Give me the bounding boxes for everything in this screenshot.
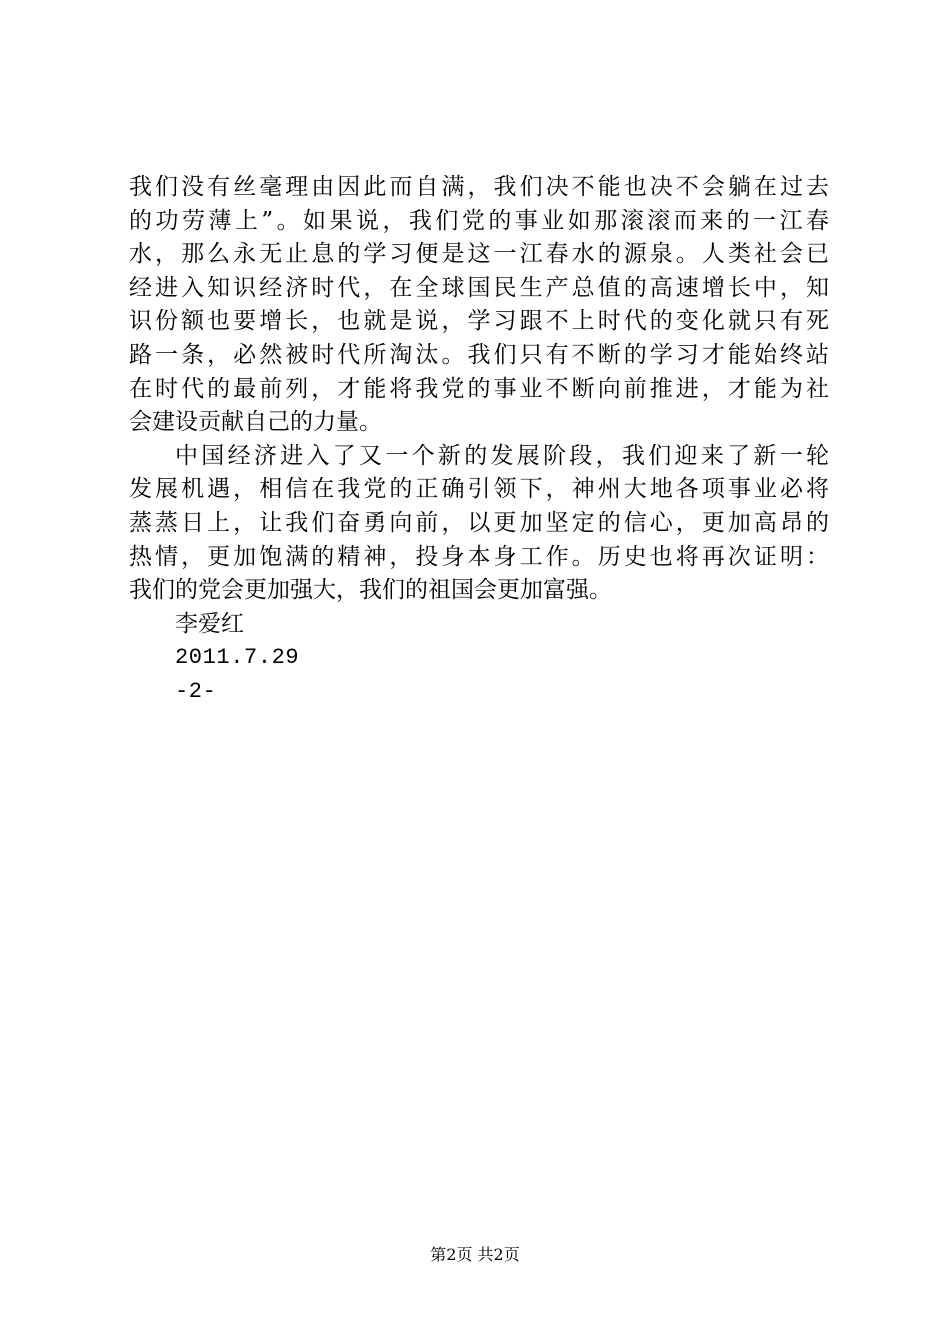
- text-line: 的功劳薄上”。如果说，我们党的事业如那滚滚而来的一江春: [129, 207, 829, 234]
- text-line: 路一条，必然被时代所淘汰。我们只有不断的学习才能始终站: [129, 341, 829, 368]
- text-line: 在时代的最前列，才能将我党的事业不断向前推进，才能为社: [129, 375, 829, 402]
- text-line: 我们没有丝毫理由因此而自满，我们决不能也决不会躺在过去: [129, 174, 829, 200]
- paragraph-1: [129, 171, 829, 440]
- page-marker: -2-: [175, 678, 217, 704]
- signature-date: 2011.7.29: [175, 645, 300, 671]
- text-line: 水，那么永无止息的学习便是这一江春水的源泉。人类社会已: [129, 241, 829, 268]
- text-line: 蒸蒸日上，让我们奋勇向前，以更加坚定的信心，更加高昂的: [129, 509, 829, 536]
- author-name: 李爱红: [175, 610, 244, 637]
- document-body: [129, 171, 829, 709]
- text-line: 识份额也要增长，也就是说，学习跟不上时代的变化就只有死: [129, 308, 829, 335]
- page-number-text: 第2页 共2页: [430, 1245, 520, 1264]
- text-line: 中国经济进入了又一个新的发展阶段，我们迎来了新一轮: [175, 442, 829, 469]
- text-line: 我们的党会更加强大，我们的祖国会更加富强。: [129, 577, 612, 604]
- text-line: 会建设贡献自己的力量。: [129, 409, 382, 436]
- page-footer: [0, 1245, 950, 1265]
- paragraph-2: [129, 440, 829, 608]
- text-line: 经进入知识经济时代，在全球国民生产总值的高速增长中，知: [129, 274, 829, 301]
- text-line: 热情，更加饱满的精神，投身本身工作。历史也将再次证明：: [129, 543, 829, 570]
- text-line: 发展机遇，相信在我党的正确引领下，神州大地各项事业必将: [129, 476, 829, 503]
